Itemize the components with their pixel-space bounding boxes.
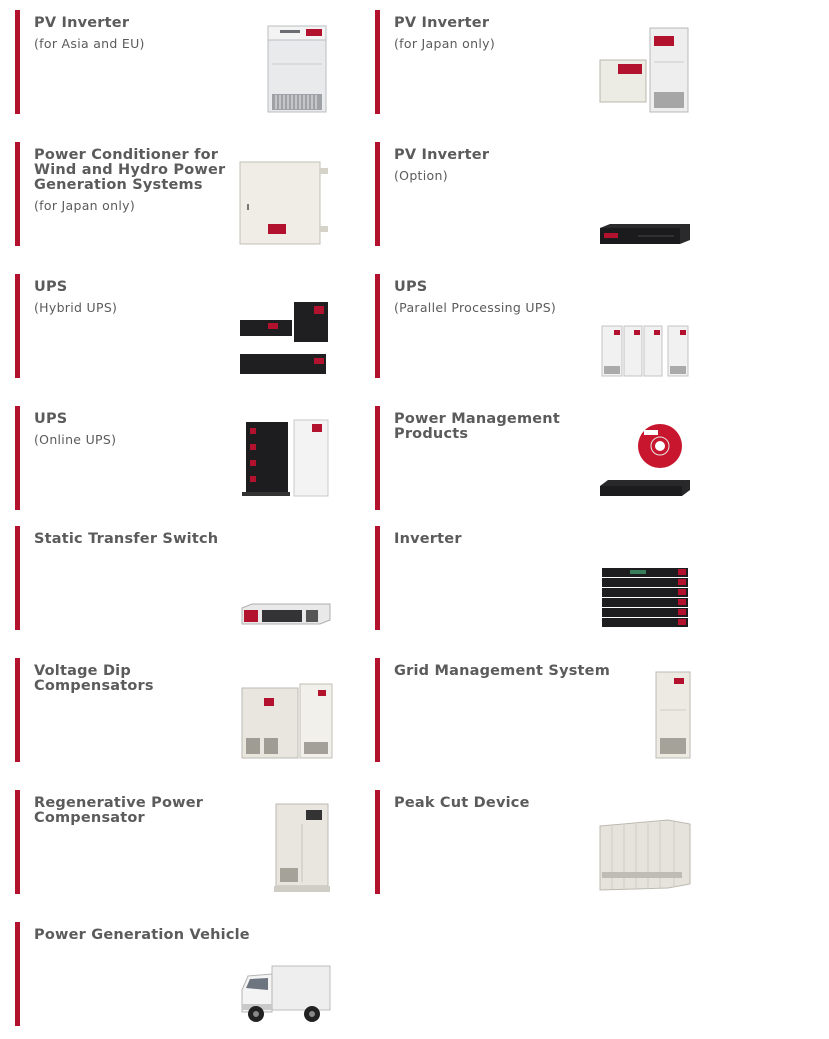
product-title: UPS (Online UPS) xyxy=(34,412,244,447)
inverter-cabinet-icon xyxy=(266,24,330,114)
inverter-pair-icon xyxy=(598,26,692,114)
product-title: UPS (Parallel Processing UPS) xyxy=(394,280,614,315)
rack-unit-icon xyxy=(598,222,692,246)
product-title: Static Transfer Switch xyxy=(34,531,219,547)
product-title: Power Conditioner for Wind and Hydro Power Generation Systems (for Japan only) xyxy=(34,148,234,213)
product-title: Power Management Products xyxy=(394,411,560,442)
compensator-cabinets-icon xyxy=(240,682,334,760)
ups-cabinets-icon xyxy=(600,322,692,378)
product-subtitle: (Parallel Processing UPS) xyxy=(394,300,557,315)
ups-units-icon xyxy=(238,298,332,378)
product-subtitle: (Option) xyxy=(394,168,448,183)
product-title: PV Inverter (for Asia and EU) xyxy=(34,16,244,51)
product-subtitle: (for Japan only) xyxy=(394,36,495,51)
software-disc-icon xyxy=(598,424,692,498)
product-title: UPS (Hybrid UPS) xyxy=(34,280,244,315)
product-subtitle: (Online UPS) xyxy=(34,432,117,447)
product-title: PV Inverter (for Japan only) xyxy=(394,16,604,51)
product-subtitle: (for Asia and EU) xyxy=(34,36,145,51)
rack-switch-icon xyxy=(240,602,332,628)
wall-box-icon xyxy=(238,160,330,246)
product-title: Peak Cut Device xyxy=(394,795,530,811)
truck-icon xyxy=(240,964,332,1026)
product-title: Inverter xyxy=(394,531,462,547)
peak-cut-cabinets-icon xyxy=(598,818,692,892)
ups-tower-icon xyxy=(238,418,330,498)
product-title: Power Generation Vehicle xyxy=(34,927,250,943)
product-title: Grid Management System xyxy=(394,663,611,679)
product-subtitle: (Hybrid UPS) xyxy=(34,300,118,315)
product-title: Voltage Dip Compensators xyxy=(34,663,154,694)
regen-cabinet-icon xyxy=(274,802,332,894)
stacked-inverter-icon xyxy=(600,566,692,630)
product-card-grid-management[interactable] xyxy=(375,658,695,762)
product-title: PV Inverter (Option) xyxy=(394,148,604,183)
grid-cabinet-icon xyxy=(654,670,692,760)
product-title: Regenerative Power Compensator xyxy=(34,795,204,826)
product-subtitle: (for Japan only) xyxy=(34,198,135,213)
